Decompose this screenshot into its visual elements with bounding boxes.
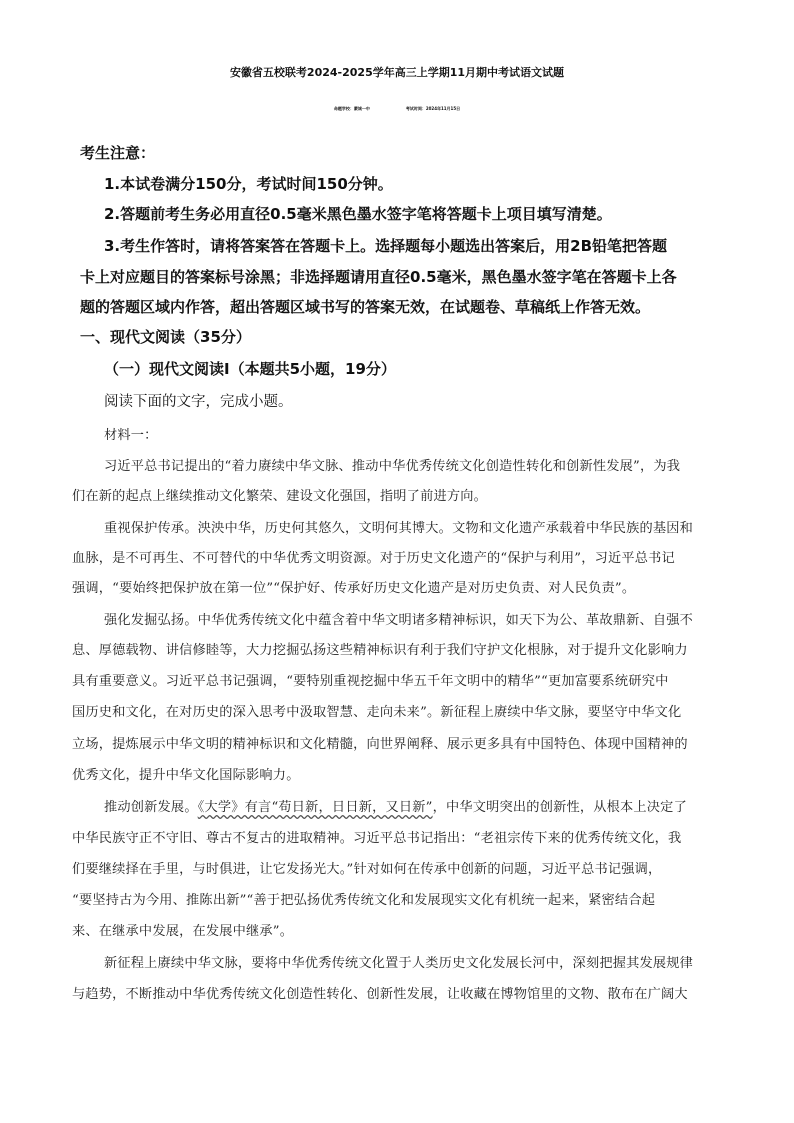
meta-school: 命题学校：蒙城一中: [333, 106, 370, 111]
subsection-heading: （一）现代文阅读Ⅰ（本题共5小题，19分）: [104, 360, 396, 378]
paragraph-1-line-1: 习近平总书记提出的“着力赓续中华文脉、推动中华优秀传统文化创造性转化和创新性发展”，为我: [104, 459, 681, 474]
note-3-line-1: 3.考生作答时，请将答案答在答题卡上。选择题每小题选出答案后，用2B铅笔把答题: [104, 237, 668, 255]
paragraph-5-line-1: 新征程上赓续中华文脉，要将中华优秀传统文化置于人类历史文化发展长河中，深刻把握其发展规律: [104, 956, 694, 971]
material-label: 材料一：: [104, 428, 158, 443]
note-3-line-3: 题的答题区域内作答，超出答题区域书写的答案无效，在试题卷、草稿纸上作答无效。: [80, 298, 651, 316]
notes-heading: 考生注意：: [80, 144, 156, 162]
paragraph-3-line-3: 具有重要意义。习近平总书记强调，“要特别重视挖掘中华五千年文明中的精华”“更加富要系统研究中: [72, 674, 669, 689]
section-heading: 一、现代文阅读（35分）: [80, 328, 251, 346]
paragraph-1-line-2: 们在新的起点上继续推动文化繁荣、建设文化强国，指明了前进方向。: [72, 489, 488, 504]
paragraph-3-line-2: 息、厚德载物、讲信修睦等，大力挖掘弘扬这些精神标识有利于我们守护文化根脉，对于提升文化影响力: [72, 643, 688, 658]
reading-instruction: 阅读下面的文字，完成小题。: [104, 394, 293, 410]
daxue-quote: 《大学》有言“苟日新，日日新，又日新”: [197, 800, 433, 815]
paragraph-2-line-1: 重视保护传承。泱泱中华，历史何其悠久，文明何其博大。文物和文化遗产承载着中华民族的基因和: [104, 521, 694, 536]
paragraph-3-line-4: 国历史和文化，在对历史的深入思考中汲取智慧、走向未来”。新征程上赓续中华文脉，要坚守中华文化: [72, 705, 682, 720]
paragraph-5-line-2: 与趋势，不断推动中华优秀传统文化创造性转化、创新性发展，让收藏在博物馆里的文物、散布在广阔大: [72, 987, 688, 1002]
paragraph-4-line-4: “要坚持古为今用、推陈出新”“善于把弘扬优秀传统文化和发展现实文化有机统一起来，紧密结合起: [72, 893, 656, 908]
note-3-line-2: 卡上对应题目的答案标号涂黑；非选择题请用直径0.5毫米，黑色墨水签字笔在答题卡上各: [80, 268, 677, 286]
paragraph-3-line-6: 优秀文化，提升中华文化国际影响力。: [72, 768, 300, 783]
paragraph-4-line-1: [104, 796, 687, 815]
paragraph-3-line-1: 强化发掘弘扬。中华优秀传统文化中蕴含着中华文明诸多精神标识，如天下为公、革故鼎新、自强不: [104, 613, 694, 628]
paragraph-3-line-5: 立场，提炼展示中华文明的精神标识和文化精髓，向世界阐释、展示更多具有中国特色、体现中国精神的: [72, 737, 688, 752]
exam-title: 安徽省五校联考2024-2025学年高三上学期11月期中考试语文试题: [229, 66, 565, 79]
meta-time: 考试时间：2024年11月15日: [405, 106, 461, 111]
paragraph-4-line-5: 来、在继承中发展，在发展中继承”。: [72, 924, 294, 939]
paragraph-4-line-3: 们要继续择在手里，与时俱进，让它发扬光大。”针对如何在传承中创新的问题，习近平总书记强调，: [72, 862, 662, 877]
exam-meta: [0, 106, 794, 112]
paragraph-4-rest: ，中华文明突出的创新性，从根本上决定了: [432, 800, 687, 815]
paragraph-4-line-2: 中华民族守正不守旧、尊古不复古的进取精神。习近平总书记指出：“老祖宗传下来的优秀传统文化，我: [72, 831, 682, 846]
note-1: 1.本试卷满分150分，考试时间150分钟。: [104, 175, 393, 193]
paragraph-2-line-2: 血脉，是不可再生、不可替代的中华优秀文明资源。对于历史文化遗产的“保护与利用”，习近平总书记: [72, 551, 675, 566]
paragraph-4-lead: 推动创新发展。: [104, 800, 198, 815]
note-2: 2.答题前考生务必用直径0.5毫米黑色墨水签字笔将答题卡上项目填写清楚。: [104, 205, 612, 223]
paragraph-2-line-3: 强调，“要始终把保护放在第一位”“保护好、传承好历史文化遗产是对历史负责、对人民负责”。: [72, 581, 636, 596]
